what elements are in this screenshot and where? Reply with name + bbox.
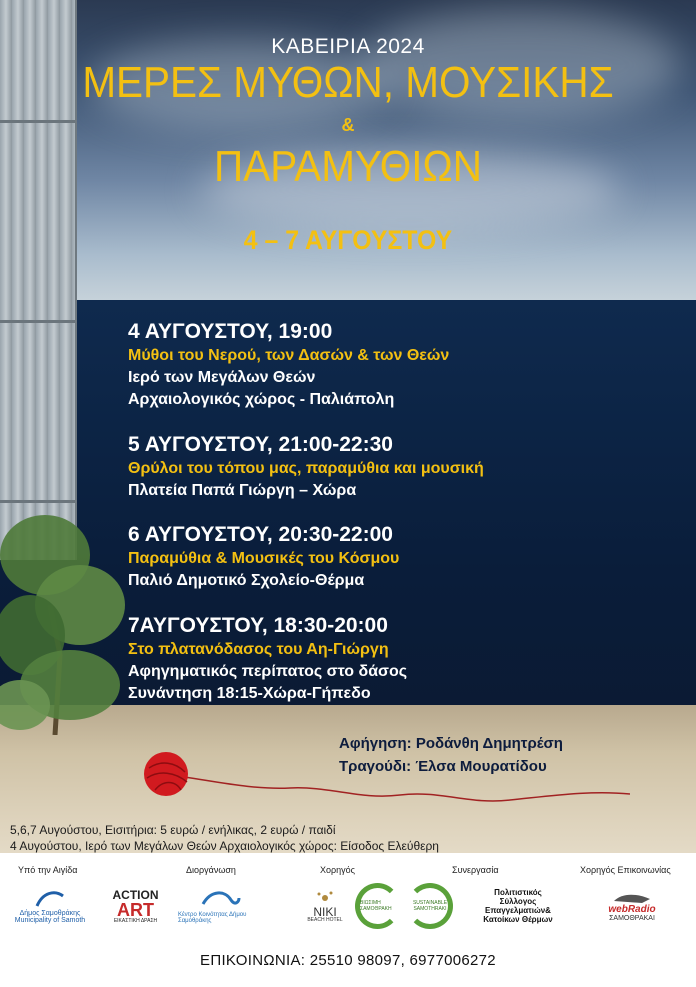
event-name: Μύθοι του Νερού, των Δασών & των Θεών [128, 347, 450, 364]
ticket-line-2: 4 Αυγούστου, Ιερό των Μεγάλων Θεών Αρχαιολογικός χώρος: Είσοδος Ελεύθερη [10, 839, 439, 853]
event-date: 7ΑΥΓΟΥΣΤΟΥ, 18:30-20:00 [128, 614, 388, 637]
island-icon [612, 891, 652, 905]
song-credit: Τραγούδι: Έλσα Μουρατίδου [339, 758, 547, 775]
label-cooperation: Συνεργασία [452, 865, 499, 875]
event-date: 5 ΑΥΓΟΥΣΤΟΥ, 21:00-22:30 [128, 433, 393, 456]
municipality-logo: Δήμος Σαμοθράκης Municipality of Samoth [10, 883, 90, 929]
event-4 [128, 614, 648, 703]
event-place: Αφηγηματικός περίπατος στο δάσος [128, 663, 408, 680]
sustainable-samothraki-logo-gr: ΒΙΩΣΙΜΗ ΣΑΜΟΘΡΑΚΗ [355, 883, 400, 929]
wave-icon [201, 888, 241, 912]
event-date: 6 ΑΥΓΟΥΣΤΟΥ, 20:30-22:00 [128, 523, 393, 546]
niki-hotel-logo: NIKI BEACH HOTEL [305, 883, 345, 929]
event-2 [128, 433, 648, 500]
main-title-line1: ΜΕΡΕΣ ΜΥΘΩΝ, ΜΟΥΣΙΚΗΣ [82, 58, 614, 107]
main-title-line2: ΠΑΡΑΜΥΘΙΩΝ [214, 142, 482, 191]
label-organization: Διοργάνωση [186, 865, 236, 875]
label-aegis: Υπό την Αιγίδα [18, 865, 78, 875]
event-place: Πλατεία Παπά Γιώργη – Χώρα [128, 482, 357, 499]
event-3 [128, 523, 648, 590]
festival-dates: 4 – 7 ΑΥΓΟΥΣΤΟΥ [243, 225, 453, 255]
event-name: Στο πλατανόδασος του Αη-Γιώργη [128, 641, 389, 658]
event-place: Παλιό Δημοτικό Σχολείο-Θέρμα [128, 572, 365, 589]
community-center-logo: Κέντρο Κοινότητας Δήμου Σαμοθράκης [178, 883, 263, 929]
event-place: Ιερό των Μεγάλων Θεών [128, 369, 316, 386]
event-name: Παραμύθια & Μουσικές του Κόσμου [128, 550, 400, 567]
title-ampersand: & [341, 115, 355, 135]
event-date: 4 ΑΥΓΟΥΣΤΟΥ, 19:00 [128, 320, 333, 343]
municipality-emblem-icon [35, 888, 65, 910]
cultural-association-logo: Πολιτιστικός Σύλλογος Επαγγελματιών& Κατοίκων Θέρμων [483, 888, 553, 924]
event-name: Θρύλοι του τόπου μας, παραμύθια και μουσική [128, 460, 484, 477]
credits [339, 735, 563, 781]
event-place-detail: Αρχαιολογικός χώρος - Παλιάπολη [128, 391, 395, 408]
yarn-ball [141, 750, 191, 798]
ticket-info [10, 822, 439, 854]
contact-info: ΕΠΙΚΟΙΝΩΝΙΑ: 25510 98097, 6977006272 [200, 952, 496, 969]
webradio-logo: webRadio ΣΑΜΟΘΡΑΚΑΙ [582, 883, 682, 929]
action-art-logo: ACTION ART ΕΙΚΑΣΤΙΚΗ ΔΡΑΣΗ [112, 887, 159, 924]
sustainable-samothraki-logo-en: SUSTAINABLE SAMOTHRAKI [405, 883, 455, 929]
narration-credit: Αφήγηση: Ροδάνθη Δημητρέση [339, 735, 563, 752]
event-1 [128, 320, 648, 409]
sparkle-icon [315, 890, 335, 906]
label-media-sponsor: Χορηγός Επικοινωνίας [580, 865, 671, 875]
label-sponsor: Χορηγός [320, 865, 355, 875]
year-title: ΚΑΒΕΙΡΙΑ 2024 [271, 35, 425, 58]
ticket-line-1: 5,6,7 Αυγούστου, Εισιτήρια: 5 ευρώ / ενήλικας, 2 ευρώ / παιδί [10, 823, 336, 837]
event-place-detail: Συνάντηση 18:15-Χώρα-Γήπεδο [128, 685, 371, 702]
olive-tree [0, 495, 130, 735]
